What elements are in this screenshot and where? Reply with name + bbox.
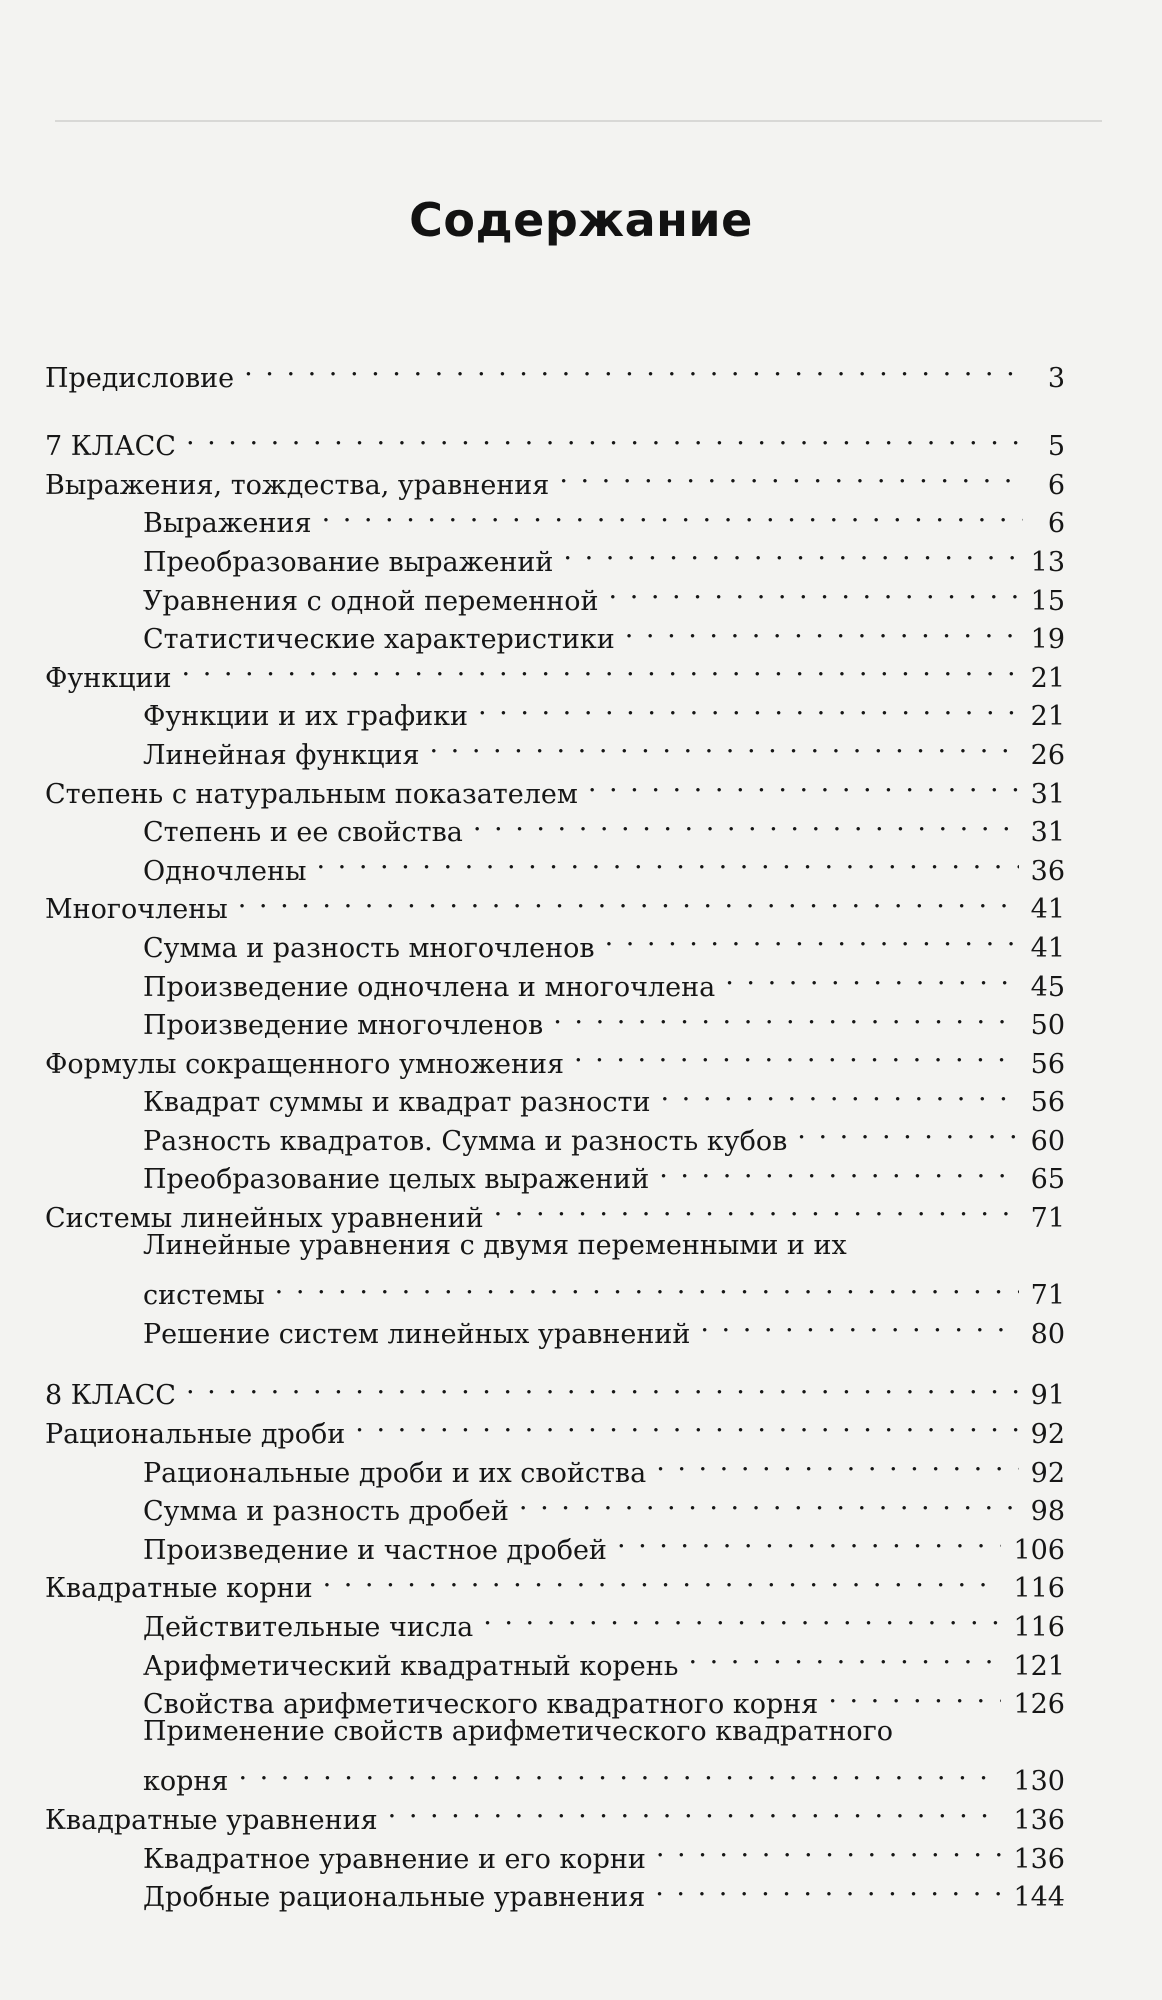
- leader-dots: [322, 494, 1023, 533]
- toc-section[interactable]: [45, 764, 1065, 810]
- toc-page-number: 92: [1030, 1457, 1065, 1489]
- leader-dots: [725, 957, 1018, 996]
- toc-subsection[interactable]: [45, 1597, 1065, 1643]
- toc-subsection[interactable]: [45, 1443, 1065, 1489]
- leader-dots: [186, 1366, 1019, 1405]
- leader-dots: [483, 1597, 1001, 1636]
- leader-dots: [275, 1266, 1019, 1305]
- toc-entry-label: Произведение и частное дробей: [143, 1534, 607, 1566]
- toc-entry-label: Произведение многочленов: [143, 1010, 544, 1042]
- toc-subsection[interactable]: [45, 918, 1065, 964]
- toc-section[interactable]: [45, 880, 1065, 926]
- toc-part-grade8[interactable]: [45, 1366, 1065, 1412]
- toc-page-number: 65: [1030, 1164, 1065, 1196]
- toc-subsection[interactable]: [45, 1227, 1065, 1312]
- toc-section[interactable]: [45, 1790, 1065, 1836]
- toc-page-number: 91: [1030, 1380, 1065, 1412]
- toc-entry-label-continued: корня: [143, 1766, 229, 1798]
- toc-entry-label: Квадрат суммы и квадрат разности: [143, 1087, 651, 1119]
- toc-entry-label: Рациональные дроби и их свойства: [143, 1457, 647, 1489]
- show-through-rule: [55, 108, 1102, 122]
- leader-dots: [609, 571, 1019, 610]
- toc-page-number: 56: [1030, 1087, 1065, 1119]
- toc-entry-label: Степень с натуральным показателем: [45, 778, 578, 810]
- leader-dots: [574, 1034, 1019, 1073]
- leader-dots: [478, 687, 1019, 726]
- toc-subsection[interactable]: [45, 1829, 1065, 1875]
- leader-dots: [388, 1790, 1002, 1829]
- leader-dots: [617, 1520, 1002, 1559]
- toc-entry-label: Выражения: [143, 508, 312, 540]
- toc-subsection[interactable]: [45, 841, 1065, 887]
- toc-page-number: 21: [1030, 701, 1065, 733]
- leader-dots: [700, 1304, 1018, 1343]
- toc-page-number: 26: [1030, 739, 1065, 771]
- toc-entry-label: Квадратное уравнение и его корни: [143, 1843, 646, 1875]
- toc-entry-label: Квадратные корни: [45, 1573, 313, 1605]
- toc-subsection[interactable]: [45, 1150, 1065, 1196]
- toc-page-number: 116: [1013, 1612, 1065, 1643]
- leader-dots: [625, 610, 1019, 649]
- toc-subsection[interactable]: [45, 1304, 1065, 1350]
- toc-subsection[interactable]: [45, 803, 1065, 849]
- toc-entry-label: Решение систем линейных уравнений: [143, 1318, 691, 1350]
- toc-subsection[interactable]: [45, 687, 1065, 733]
- toc-entry-label: Свойства арифметического квадратного корня: [143, 1689, 819, 1721]
- toc-entry-label: Применение свойств арифметического квадратного: [143, 1716, 894, 1748]
- toc-page-number: 136: [1013, 1843, 1065, 1875]
- toc-entry-label: Линейные уравнения с двумя переменными и их: [143, 1230, 847, 1262]
- toc-entry-label: 7 КЛАСС: [45, 431, 176, 463]
- leader-dots: [238, 880, 1019, 919]
- leader-dots: [186, 417, 1023, 456]
- toc-subsection[interactable]: [45, 610, 1065, 656]
- toc-subsection[interactable]: [45, 957, 1065, 1003]
- toc-entry-label: Функции: [45, 662, 172, 694]
- toc-section[interactable]: [45, 648, 1065, 694]
- toc-entry-label: Уравнения с одной переменной: [143, 585, 599, 617]
- toc-entry-label: 8 КЛАСС: [45, 1380, 176, 1412]
- leader-dots: [553, 996, 1018, 1035]
- toc-page-number: 92: [1030, 1419, 1065, 1451]
- toc-page-number: 6: [1047, 508, 1065, 540]
- toc-section[interactable]: [45, 1188, 1065, 1235]
- toc-page-number: 31: [1030, 778, 1065, 810]
- toc-entry-label: Многочлены: [45, 894, 228, 926]
- toc-entry-label: Произведение одночлена и многочлена: [143, 971, 716, 1003]
- leader-dots: [244, 348, 1023, 387]
- toc-subsection[interactable]: [45, 571, 1065, 617]
- toc-entry-preface[interactable]: [45, 348, 1065, 394]
- toc-page-number: 13: [1030, 546, 1065, 578]
- toc-page-number: 71: [1030, 1203, 1065, 1235]
- leader-dots: [563, 532, 1018, 571]
- toc-entry-label-continued: системы: [143, 1280, 265, 1312]
- toc-subsection[interactable]: [45, 1520, 1065, 1566]
- leader-dots: [661, 1073, 1019, 1112]
- toc-entry-label: Дробные рациональные уравнения: [143, 1882, 646, 1914]
- toc-page-number: 130: [1013, 1766, 1065, 1798]
- toc-section[interactable]: [45, 1034, 1065, 1080]
- toc-subsection[interactable]: [45, 1636, 1065, 1682]
- leader-dots: [656, 1443, 1018, 1482]
- toc-entry-label: Предисловие: [45, 362, 235, 394]
- toc-subsection[interactable]: [45, 1675, 1065, 1721]
- leader-dots: [316, 841, 1018, 880]
- toc-subsection[interactable]: [45, 725, 1065, 771]
- toc-page-number: 45: [1030, 971, 1065, 1003]
- toc-subsection[interactable]: [45, 532, 1065, 578]
- toc-page-number: 60: [1030, 1125, 1065, 1157]
- toc-entry-label: Формулы сокращенного умножения: [45, 1048, 564, 1080]
- toc-entry-label: Степень и ее свойства: [143, 817, 463, 849]
- toc-page-number: 6: [1047, 469, 1065, 501]
- toc-subsection[interactable]: [45, 1073, 1065, 1119]
- toc-page-number: 19: [1030, 624, 1065, 656]
- toc-entry-label: Арифметический квадратный корень: [143, 1650, 679, 1682]
- toc-entry-label: Рациональные дроби: [45, 1419, 346, 1451]
- toc-page-number: 126: [1013, 1689, 1065, 1721]
- toc-entry-label: Квадратные уравнения: [45, 1804, 378, 1836]
- leader-dots: [182, 648, 1019, 687]
- leader-dots: [519, 1482, 1019, 1521]
- toc-page-number: 31: [1030, 817, 1065, 849]
- leader-dots: [688, 1636, 1001, 1675]
- toc-page-number: 136: [1013, 1804, 1065, 1836]
- leader-dots: [605, 918, 1019, 957]
- toc-entry-label: Выражения, тождества, уравнения: [45, 469, 550, 501]
- toc-entry-label: Линейная функция: [143, 739, 420, 771]
- toc-entry-label: Преобразование выражений: [143, 546, 554, 578]
- toc-entry-label: Разность квадратов. Сумма и разность кубов: [143, 1125, 788, 1157]
- leader-dots: [430, 725, 1019, 764]
- toc-section[interactable]: [45, 455, 1065, 501]
- leader-dots: [238, 1752, 1001, 1791]
- toc-entry-label: Функции и их графики: [143, 701, 469, 733]
- leader-dots: [494, 1188, 1019, 1227]
- leader-dots: [659, 1150, 1018, 1189]
- toc-page-number: 21: [1030, 662, 1065, 694]
- toc-page-number: 41: [1030, 932, 1065, 964]
- toc-page-number: 50: [1030, 1010, 1065, 1042]
- toc-subsection[interactable]: [45, 1868, 1065, 1914]
- toc-section[interactable]: [45, 1559, 1065, 1605]
- leader-dots: [323, 1559, 1002, 1598]
- page-title: Содержание: [409, 192, 753, 247]
- toc-part-grade7[interactable]: [45, 417, 1065, 463]
- toc-page-number: 36: [1030, 855, 1065, 887]
- toc-page-number: 15: [1030, 585, 1065, 617]
- toc-page-number: 98: [1030, 1496, 1065, 1528]
- toc-subsection[interactable]: [45, 1111, 1065, 1157]
- toc-page-number: 3: [1047, 362, 1065, 394]
- toc-section[interactable]: [45, 1404, 1065, 1451]
- toc-page-number: 121: [1013, 1650, 1065, 1682]
- toc-entry-label: Статистические характеристики: [143, 624, 615, 656]
- toc-subsection[interactable]: [45, 996, 1065, 1042]
- leader-dots: [828, 1675, 1001, 1714]
- leader-dots: [473, 803, 1019, 842]
- toc-page-number: 56: [1030, 1048, 1065, 1080]
- toc-page-number: 41: [1030, 894, 1065, 926]
- toc-entry-label: Сумма и разность многочленов: [143, 932, 595, 964]
- toc-subsection[interactable]: [45, 1482, 1065, 1528]
- leader-dots: [655, 1868, 1001, 1907]
- toc-page-number: 80: [1030, 1318, 1065, 1350]
- leader-dots: [559, 455, 1023, 494]
- toc-page-number: 106: [1013, 1534, 1065, 1566]
- leader-dots: [797, 1111, 1018, 1150]
- toc-page-number: 116: [1013, 1573, 1065, 1605]
- leader-dots: [355, 1404, 1018, 1443]
- toc-subsection[interactable]: [45, 494, 1065, 540]
- toc-entry-label: Одночлены: [143, 855, 307, 887]
- leader-dots: [588, 764, 1019, 803]
- toc-entry-label: Действительные числа: [143, 1612, 474, 1643]
- toc-entry-label: Преобразование целых выражений: [143, 1164, 650, 1196]
- leader-dots: [656, 1829, 1002, 1868]
- table-of-contents: [45, 348, 1065, 1914]
- toc-entry-label: Системы линейных уравнений: [45, 1203, 484, 1235]
- toc-subsection[interactable]: [45, 1713, 1065, 1798]
- toc-page-number: 71: [1030, 1280, 1065, 1312]
- toc-page-number: 5: [1047, 431, 1065, 463]
- toc-entry-label: Сумма и разность дробей: [143, 1496, 509, 1528]
- toc-page-number: 144: [1013, 1882, 1065, 1914]
